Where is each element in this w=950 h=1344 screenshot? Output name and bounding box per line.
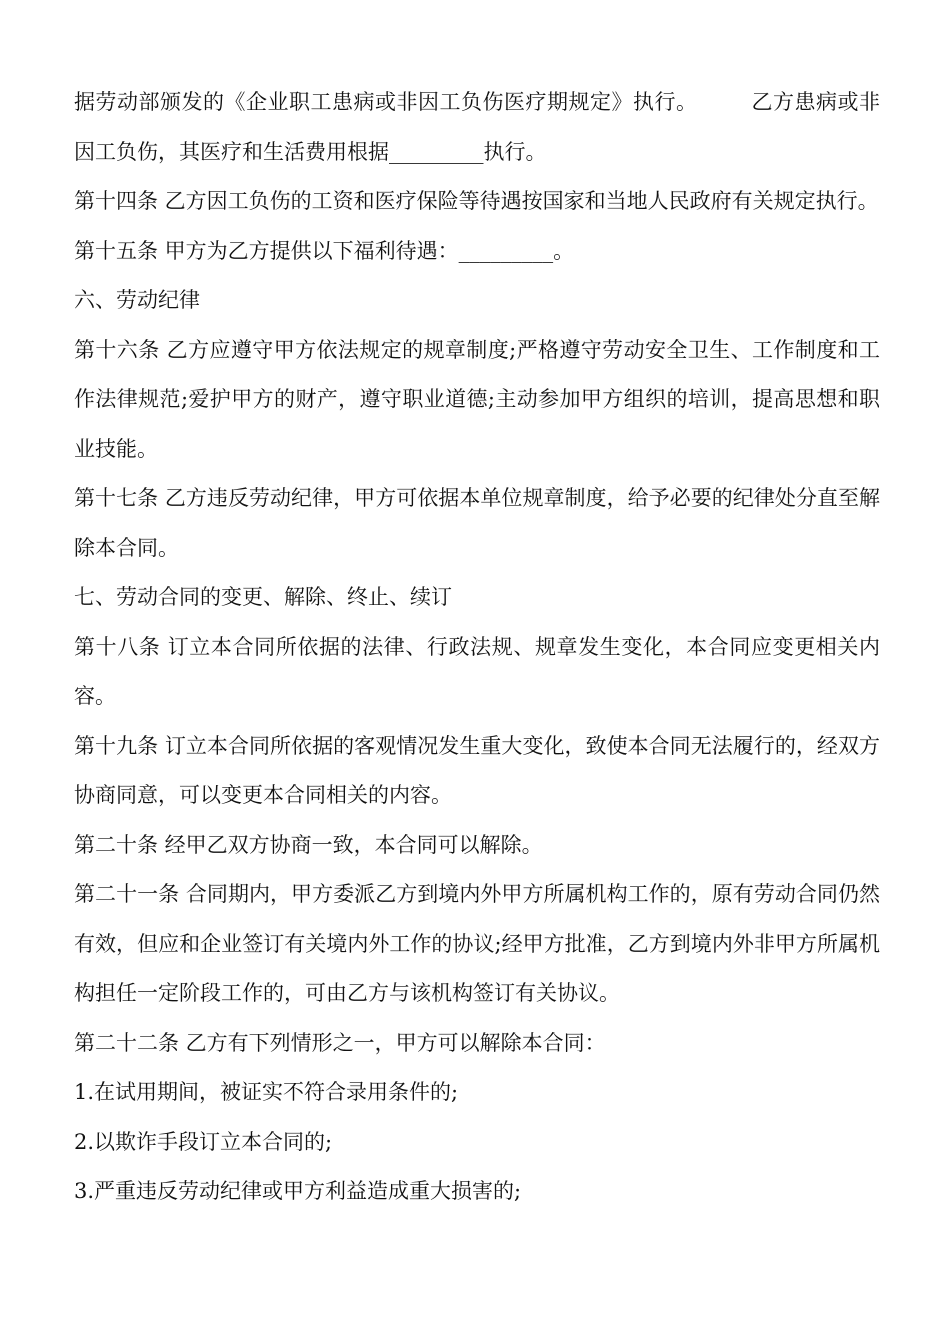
- paragraph-article-19: 第十九条 订立本合同所依据的客观情况发生重大变化，致使本合同无法履行的，经双方协商同意，可以变更本合同相关的内容。: [74, 733, 880, 807]
- paragraph-article-21: 第二十一条 合同期内，甲方委派乙方到境内外甲方所属机构工作的，原有劳动合同仍然有效，但应和企业签订有关境内外工作的协议;经甲方批准，乙方到境内外非甲方所属机构担任一定阶段工作的，可由乙方与该机构签订有关协议。: [74, 882, 880, 1005]
- paragraph-article-16: 第十六条 乙方应遵守甲方依法规定的规章制度;严格遵守劳动安全卫生、工作制度和工作法律规范;爱护甲方的财产，遵守职业道德;主动参加甲方组织的培训，提高思想和职业技能。: [74, 337, 880, 461]
- list-item-3: 3.严重违反劳动纪律或甲方利益造成重大损害的;: [74, 1179, 522, 1203]
- paragraph-article-15: 第十五条 甲方为乙方提供以下福利待遇：_________。: [74, 238, 575, 263]
- section-heading-labor-discipline: 六、劳动纪律: [74, 288, 200, 312]
- paragraph-article-22: 第二十二条 乙方有下列情形之一，甲方可以解除本合同：: [74, 1030, 606, 1055]
- paragraph-medical-period: 据劳动部颁发的《企业职工患病或非因工负伤医疗期规定》执行。 乙方患病或非因工负伤，其医疗和生活费用根据_________执行。: [74, 90, 880, 164]
- paragraph-article-18: 第十八条 订立本合同所依据的法律、行政法规、规章发生变化，本合同应变更相关内容。: [74, 634, 881, 708]
- paragraph-article-14: 第十四条 乙方因工负伤的工资和医疗保险等待遇按国家和当地人民政府有关规定执行。: [74, 189, 879, 213]
- paragraph-article-20: 第二十条 经甲乙双方协商一致，本合同可以解除。: [74, 832, 543, 857]
- list-item-2: 2.以欺诈手段订立本合同的;: [74, 1129, 333, 1154]
- section-heading-contract-changes: 七、劳动合同的变更、解除、终止、续订: [74, 585, 452, 609]
- list-item-1: 1.在试用期间，被证实不符合录用条件的;: [74, 1080, 459, 1104]
- paragraph-article-17: 第十七条 乙方违反劳动纪律，甲方可依据本单位规章制度，给予必要的纪律处分直至解除本合同。: [74, 486, 880, 560]
- document-page: [74, 78, 880, 1217]
